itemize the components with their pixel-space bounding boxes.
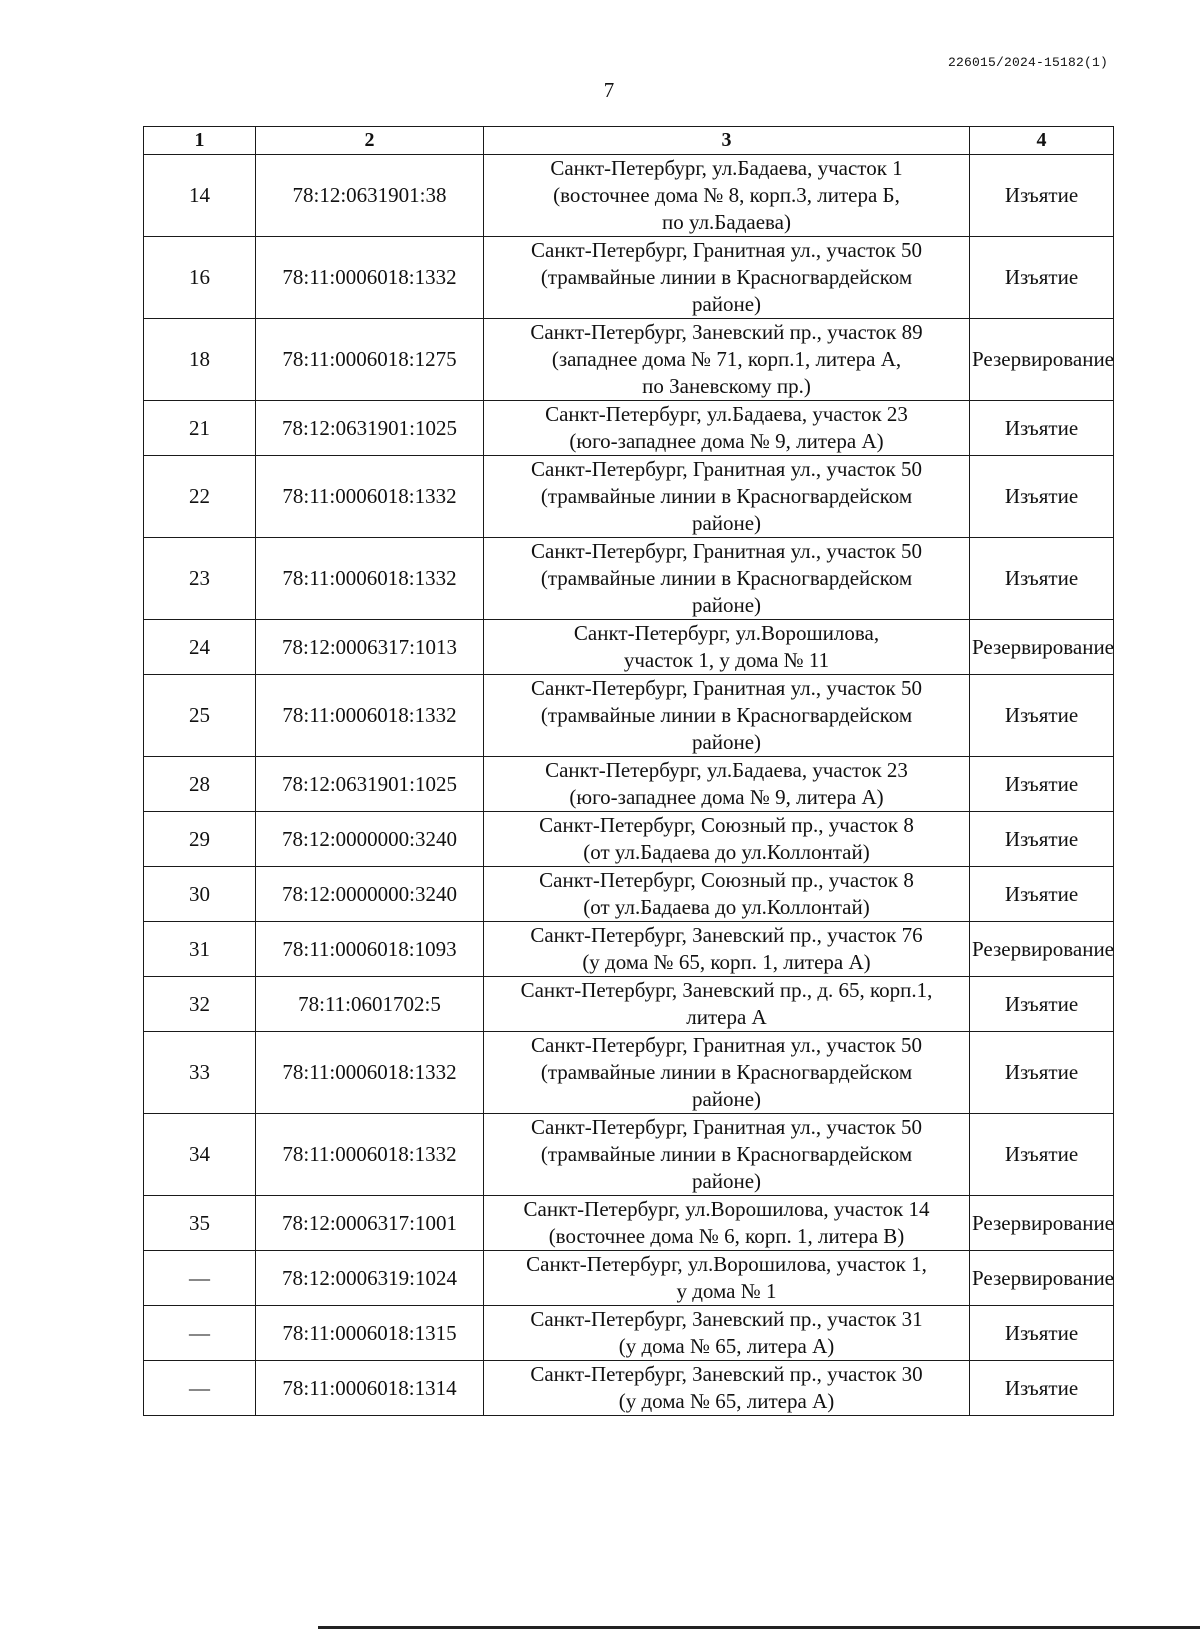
table-row: [144, 319, 1114, 401]
action-type-cell: Изъятие: [970, 1032, 1114, 1114]
cadastral-number-cell: 78:12:0000000:3240: [256, 812, 484, 867]
table-row: [144, 1114, 1114, 1196]
row-number-cell: 22: [144, 456, 256, 538]
action-type-cell: Изъятие: [970, 1306, 1114, 1361]
cadastral-number-cell: 78:12:0006317:1013: [256, 620, 484, 675]
action-type-cell: Изъятие: [970, 675, 1114, 757]
action-type-cell: Изъятие: [970, 1361, 1114, 1416]
column-header-2: 2: [256, 127, 484, 155]
address-cell: Санкт-Петербург, Заневский пр., участок 31 (у дома № 65, литера А): [484, 1306, 970, 1361]
cadastral-number-cell: 78:12:0000000:3240: [256, 867, 484, 922]
address-cell: Санкт-Петербург, Гранитная ул., участок 50 (трамвайные линии в Красногвардейском районе): [484, 1114, 970, 1196]
table-row: [144, 922, 1114, 977]
table-row: [144, 1196, 1114, 1251]
address-cell: Санкт-Петербург, Заневский пр., участок 76 (у дома № 65, корп. 1, литера А): [484, 922, 970, 977]
table-row: [144, 1306, 1114, 1361]
address-cell: Санкт-Петербург, Заневский пр., д. 65, корп.1, литера А: [484, 977, 970, 1032]
action-type-cell: Резервирование: [970, 1251, 1114, 1306]
action-type-cell: Резервирование: [970, 922, 1114, 977]
action-type-cell: Изъятие: [970, 538, 1114, 620]
action-type-cell: Изъятие: [970, 456, 1114, 538]
address-cell: Санкт-Петербург, ул.Бадаева, участок 23 (юго-западнее дома № 9, литера А): [484, 757, 970, 812]
table-row: [144, 1032, 1114, 1114]
table-row: [144, 757, 1114, 812]
action-type-cell: Резервирование: [970, 1196, 1114, 1251]
address-cell: Санкт-Петербург, Заневский пр., участок 89 (западнее дома № 71, корп.1, литера А, по Заневскому пр.): [484, 319, 970, 401]
action-type-cell: Резервирование: [970, 319, 1114, 401]
table-row: [144, 456, 1114, 538]
cadastral-number-cell: 78:11:0006018:1332: [256, 456, 484, 538]
row-number-cell: —: [144, 1361, 256, 1416]
address-cell: Санкт-Петербург, ул.Бадаева, участок 1 (восточнее дома № 8, корп.3, литера Б, по ул.Бадаева): [484, 155, 970, 237]
table-row: [144, 401, 1114, 456]
table-row: [144, 1251, 1114, 1306]
cadastral-number-cell: 78:12:0006317:1001: [256, 1196, 484, 1251]
address-cell: Санкт-Петербург, Гранитная ул., участок 50 (трамвайные линии в Красногвардейском районе): [484, 1032, 970, 1114]
cadastral-number-cell: 78:11:0006018:1093: [256, 922, 484, 977]
table-row: [144, 867, 1114, 922]
column-header-3: 3: [484, 127, 970, 155]
cadastral-number-cell: 78:12:0631901:1025: [256, 757, 484, 812]
row-number-cell: 28: [144, 757, 256, 812]
row-number-cell: —: [144, 1306, 256, 1361]
table-row: [144, 812, 1114, 867]
land-plot-table: [143, 126, 1114, 1416]
row-number-cell: 30: [144, 867, 256, 922]
row-number-cell: 32: [144, 977, 256, 1032]
cadastral-number-cell: 78:12:0631901:38: [256, 155, 484, 237]
address-cell: Санкт-Петербург, ул.Бадаева, участок 23 (юго-западнее дома № 9, литера А): [484, 401, 970, 456]
address-cell: Санкт-Петербург, ул.Ворошилова, участок 1, у дома № 1: [484, 1251, 970, 1306]
action-type-cell: Изъятие: [970, 237, 1114, 319]
address-cell: Санкт-Петербург, Гранитная ул., участок 50 (трамвайные линии в Красногвардейском районе): [484, 538, 970, 620]
row-number-cell: 14: [144, 155, 256, 237]
row-number-cell: 35: [144, 1196, 256, 1251]
table-header: [144, 127, 1114, 155]
address-cell: Санкт-Петербург, Союзный пр., участок 8 (от ул.Бадаева до ул.Коллонтай): [484, 812, 970, 867]
row-number-cell: 21: [144, 401, 256, 456]
cadastral-number-cell: 78:11:0006018:1332: [256, 1114, 484, 1196]
address-cell: Санкт-Петербург, Гранитная ул., участок 50 (трамвайные линии в Красногвардейском районе): [484, 675, 970, 757]
row-number-cell: 24: [144, 620, 256, 675]
row-number-cell: —: [144, 1251, 256, 1306]
address-cell: Санкт-Петербург, Гранитная ул., участок 50 (трамвайные линии в Красногвардейском районе): [484, 237, 970, 319]
address-cell: Санкт-Петербург, Заневский пр., участок 30 (у дома № 65, литера А): [484, 1361, 970, 1416]
cadastral-number-cell: 78:11:0006018:1332: [256, 237, 484, 319]
row-number-cell: 18: [144, 319, 256, 401]
table-row: [144, 155, 1114, 237]
table-row: [144, 237, 1114, 319]
row-number-cell: 23: [144, 538, 256, 620]
table-body: [144, 155, 1114, 1416]
action-type-cell: Изъятие: [970, 757, 1114, 812]
cadastral-number-cell: 78:12:0006319:1024: [256, 1251, 484, 1306]
table-row: [144, 620, 1114, 675]
bottom-scan-rule: [318, 1626, 1200, 1629]
row-number-cell: 31: [144, 922, 256, 977]
column-header-4: 4: [970, 127, 1114, 155]
action-type-cell: Изъятие: [970, 155, 1114, 237]
cadastral-number-cell: 78:11:0006018:1332: [256, 675, 484, 757]
page-number: 7: [603, 78, 615, 102]
address-cell: Санкт-Петербург, ул.Ворошилова, участок 14 (восточнее дома № 6, корп. 1, литера В): [484, 1196, 970, 1251]
header-row: [144, 127, 1114, 155]
action-type-cell: Изъятие: [970, 1114, 1114, 1196]
table-row: [144, 1361, 1114, 1416]
cadastral-number-cell: 78:11:0601702:5: [256, 977, 484, 1032]
address-cell: Санкт-Петербург, Гранитная ул., участок 50 (трамвайные линии в Красногвардейском районе): [484, 456, 970, 538]
table-row: [144, 977, 1114, 1032]
row-number-cell: 34: [144, 1114, 256, 1196]
cadastral-number-cell: 78:12:0631901:1025: [256, 401, 484, 456]
action-type-cell: Изъятие: [970, 812, 1114, 867]
address-cell: Санкт-Петербург, ул.Ворошилова, участок 1, у дома № 11: [484, 620, 970, 675]
cadastral-number-cell: 78:11:0006018:1275: [256, 319, 484, 401]
table-row: [144, 538, 1114, 620]
cadastral-number-cell: 78:11:0006018:1332: [256, 1032, 484, 1114]
action-type-cell: Изъятие: [970, 977, 1114, 1032]
action-type-cell: Изъятие: [970, 867, 1114, 922]
row-number-cell: 16: [144, 237, 256, 319]
action-type-cell: Изъятие: [970, 401, 1114, 456]
row-number-cell: 25: [144, 675, 256, 757]
cadastral-number-cell: 78:11:0006018:1332: [256, 538, 484, 620]
address-cell: Санкт-Петербург, Союзный пр., участок 8 (от ул.Бадаева до ул.Коллонтай): [484, 867, 970, 922]
document-number: 226015/2024-15182(1): [947, 55, 1108, 70]
column-header-1: 1: [144, 127, 256, 155]
cadastral-number-cell: 78:11:0006018:1314: [256, 1361, 484, 1416]
action-type-cell: Резервирование: [970, 620, 1114, 675]
cadastral-number-cell: 78:11:0006018:1315: [256, 1306, 484, 1361]
row-number-cell: 29: [144, 812, 256, 867]
row-number-cell: 33: [144, 1032, 256, 1114]
table-row: [144, 675, 1114, 757]
